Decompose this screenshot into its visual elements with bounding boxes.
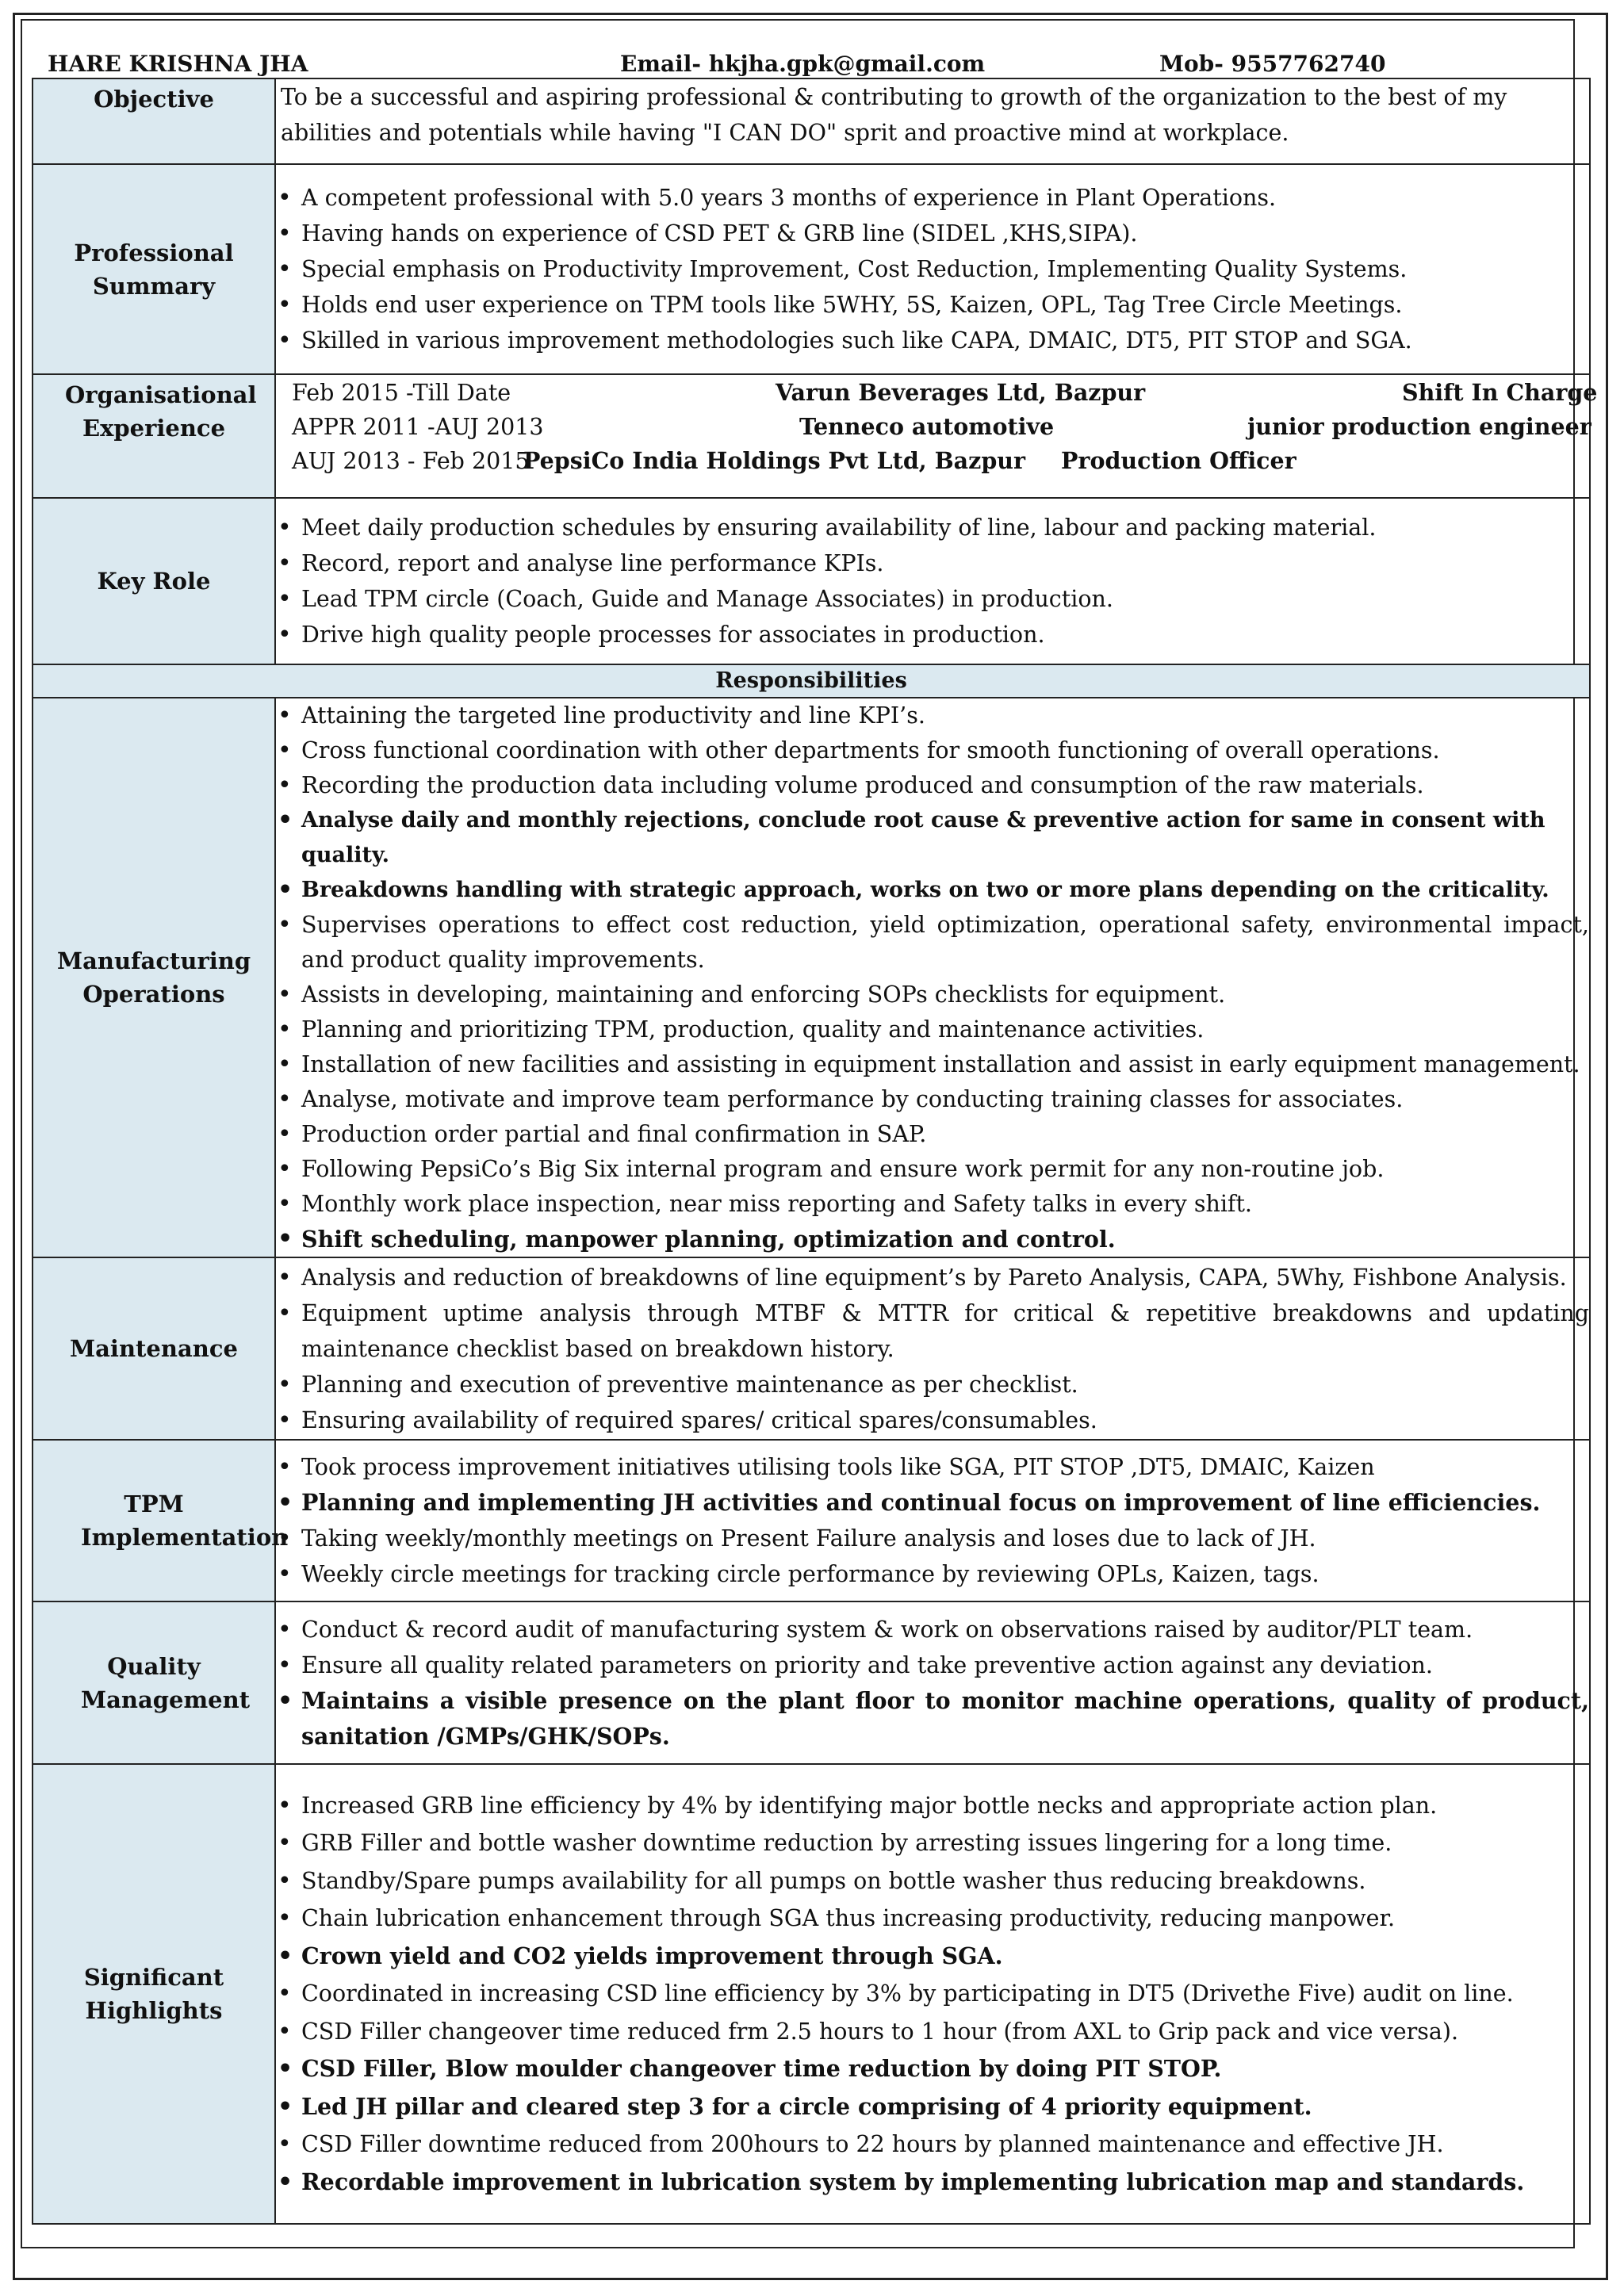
list-item: • Planning and prioritizing TPM, production, quality and maintenance activities. — [276, 1012, 1589, 1047]
list-item: • Breakdowns handling with strategic approach, works on two or more plans depending on the criticality. — [276, 873, 1589, 908]
manufacturing-label: Manufacturing Operations — [33, 698, 275, 1257]
experience-entry — [292, 409, 1589, 443]
list-item: • Installation of new facilities and assisting in equipment installation and assist in early equipment management. — [276, 1047, 1589, 1082]
key-role-list — [276, 510, 1589, 652]
experience-content — [275, 374, 1598, 498]
experience-entry — [292, 375, 1598, 409]
tpm-label: TPM Implementation — [33, 1440, 275, 1601]
list-item: • Taking weekly/monthly meetings on Present Failure analysis and loses due to lack of JH. — [276, 1521, 1589, 1556]
list-item: • Assists in developing, maintaining and enforcing SOPs checklists for equipment. — [276, 978, 1589, 1012]
summary-label: Professional Summary — [33, 164, 275, 374]
manufacturing-row — [33, 698, 1590, 1257]
objective-row — [33, 78, 1590, 164]
mobile-number: Mob- 9557762740 — [1159, 51, 1386, 77]
highlights-label: Significant Highlights — [33, 1764, 275, 2224]
list-item: • Conduct & record audit of manufacturing system & work on observations raised by auditor/PLT team. — [276, 1612, 1589, 1647]
list-item: • Following PepsiCo’s Big Six internal program and ensure work permit for any non-routine job. — [276, 1152, 1589, 1187]
list-item: • Weekly circle meetings for tracking circle performance by reviewing OPLs, Kaizen, tags. — [276, 1556, 1589, 1592]
experience-role: Production Officer — [1061, 447, 1297, 474]
list-item: • Monthly work place inspection, near miss reporting and Safety talks in every shift. — [276, 1187, 1589, 1222]
responsibilities-band-row — [33, 664, 1590, 698]
key-role-content — [275, 498, 1590, 664]
list-item: • Having hands on experience of CSD PET & GRB line (SIDEL ,KHS,SIPA). — [276, 216, 1589, 251]
list-item: • Cross functional coordination with other departments for smooth functioning of overall operations. — [276, 733, 1589, 768]
experience-company: PepsiCo India Holdings Pvt Ltd, Bazpur — [523, 447, 1025, 474]
highlights-content — [275, 1764, 1590, 2224]
list-item: • Increased GRB line efficiency by 4% by identifying major bottle necks and appropriate action plan. — [276, 1787, 1589, 1825]
objective-text: To be a successful and aspiring professional & contributing to growth of the organization to the best of my abilities and potentials while having "I CAN DO" sprit and proactive mind at workplace. — [275, 78, 1590, 164]
responsibilities-heading: Responsibilities — [33, 664, 1590, 698]
experience-period: APPR 2011 -AUJ 2013 — [292, 414, 544, 440]
experience-role: junior production engineer — [1247, 413, 1591, 440]
quality-row — [33, 1601, 1590, 1764]
experience-period: AUJ 2013 - Feb 2015 — [292, 448, 530, 474]
list-item: • Standby/Spare pumps availability for all pumps on bottle washer thus reducing breakdowns. — [276, 1862, 1589, 1900]
experience-row — [33, 374, 1590, 498]
list-item: • Meet daily production schedules by ensuring availability of line, labour and packing material. — [276, 510, 1589, 545]
list-item: • Ensure all quality related parameters on priority and take preventive action against any deviation. — [276, 1647, 1589, 1683]
maintenance-list — [276, 1260, 1589, 1438]
list-item: • A competent professional with 5.0 years 3 months of experience in Plant Operations. — [276, 180, 1589, 216]
list-item: • Ensuring availability of required spares/ critical spares/consumables. — [276, 1402, 1589, 1438]
maintenance-label: Maintenance — [33, 1257, 275, 1440]
list-item: • Special emphasis on Productivity Improvement, Cost Reduction, Implementing Quality Systems. — [276, 251, 1589, 287]
list-item: • Holds end user experience on TPM tools like 5WHY, 5S, Kaizen, OPL, Tag Tree Circle Meetings. — [276, 287, 1589, 323]
list-item: • CSD Filler, Blow moulder changeover time reduction by doing PIT STOP. — [276, 2050, 1589, 2088]
list-item: • Analyse daily and monthly rejections, conclude root cause & preventive action for same in consent with quality. — [276, 803, 1589, 873]
summary-content — [275, 164, 1590, 374]
list-item: • Equipment uptime analysis through MTBF & MTTR for critical & repetitive breakdowns and updating maintenance checklist based on breakdown history. — [276, 1295, 1589, 1367]
list-item: • Took process improvement initiatives utilising tools like SGA, PIT STOP ,DT5, DMAIC, Kaizen — [276, 1449, 1589, 1485]
tpm-content — [275, 1440, 1590, 1601]
experience-company: Tenneco automotive — [799, 413, 1055, 440]
maintenance-row — [33, 1257, 1590, 1440]
list-item: • Crown yield and CO2 yields improvement through SGA. — [276, 1938, 1589, 1976]
experience-label: Organisational Experience — [33, 374, 275, 498]
email[interactable]: Email- hkjha.gpk@gmail.com — [620, 51, 986, 77]
list-item: • Attaining the targeted line productivity and line KPI’s. — [276, 698, 1589, 733]
quality-list — [276, 1612, 1589, 1755]
list-item: • Recordable improvement in lubrication system by implementing lubrication map and standards. — [276, 2164, 1589, 2202]
list-item: • Analyse, motivate and improve team performance by conducting training classes for associates. — [276, 1082, 1589, 1117]
list-item: • Planning and execution of preventive maintenance as per checklist. — [276, 1367, 1589, 1402]
list-item: • Shift scheduling, manpower planning, optimization and control. — [276, 1222, 1589, 1257]
manufacturing-content — [275, 698, 1590, 1257]
experience-period: Feb 2015 -Till Date — [292, 380, 511, 406]
highlights-list — [276, 1787, 1589, 2202]
candidate-name: HARE KRISHNA JHA — [48, 51, 308, 77]
list-item: • CSD Filler downtime reduced from 200hours to 22 hours by planned maintenance and effective JH. — [276, 2126, 1589, 2164]
key-role-label: Key Role — [33, 498, 275, 664]
experience-entry — [292, 443, 1589, 477]
list-item: • GRB Filler and bottle washer downtime reduction by arresting issues lingering for a long time. — [276, 1824, 1589, 1862]
objective-label: Objective — [33, 78, 275, 164]
list-item: • Coordinated in increasing CSD line efficiency by 3% by participating in DT5 (Drivethe Five) audit on line. — [276, 1975, 1589, 2013]
summary-row — [33, 164, 1590, 374]
list-item: • Skilled in various improvement methodologies such like CAPA, DMAIC, DT5, PIT STOP and SGA. — [276, 323, 1589, 358]
resume-table — [32, 78, 1598, 2225]
quality-label: Quality Management — [33, 1601, 275, 1764]
list-item: • Maintains a visible presence on the plant floor to monitor machine operations, quality of product, sanitation /GMPs/GHK/SOPs. — [276, 1683, 1589, 1755]
highlights-row — [33, 1764, 1590, 2224]
key-role-row — [33, 498, 1590, 664]
list-item: • Chain lubrication enhancement through SGA thus increasing productivity, reducing manpower. — [276, 1900, 1589, 1938]
quality-content — [275, 1601, 1590, 1764]
experience-role: Shift In Charge — [1402, 379, 1598, 406]
tpm-list — [276, 1449, 1589, 1592]
list-item: • Lead TPM circle (Coach, Guide and Manage Associates) in production. — [276, 581, 1589, 617]
list-item: • Recording the production data including volume produced and consumption of the raw materials. — [276, 768, 1589, 803]
tpm-row — [33, 1440, 1590, 1601]
list-item: • Drive high quality people processes for associates in production. — [276, 617, 1589, 652]
experience-company: Varun Beverages Ltd, Bazpur — [776, 379, 1146, 406]
list-item: • Led JH pillar and cleared step 3 for a circle comprising of 4 priority equipment. — [276, 2088, 1589, 2126]
list-item: • Planning and implementing JH activities and continual focus on improvement of line efficiencies. — [276, 1485, 1589, 1521]
maintenance-content — [275, 1257, 1590, 1440]
list-item: • Analysis and reduction of breakdowns of line equipment’s by Pareto Analysis, CAPA, 5Why, Fishbone Analysis. — [276, 1260, 1589, 1295]
list-item: • CSD Filler changeover time reduced frm 2.5 hours to 1 hour (from AXL to Grip pack and vice versa). — [276, 2013, 1589, 2051]
resume-header — [48, 51, 1594, 78]
manufacturing-list — [276, 698, 1589, 1257]
list-item: • Record, report and analyse line performance KPIs. — [276, 545, 1589, 581]
list-item: • Supervises operations to effect cost reduction, yield optimization, operational safety, environmental impact, and product quality improvements. — [276, 908, 1589, 978]
list-item: • Production order partial and final confirmation in SAP. — [276, 1117, 1589, 1152]
summary-list — [276, 180, 1589, 358]
